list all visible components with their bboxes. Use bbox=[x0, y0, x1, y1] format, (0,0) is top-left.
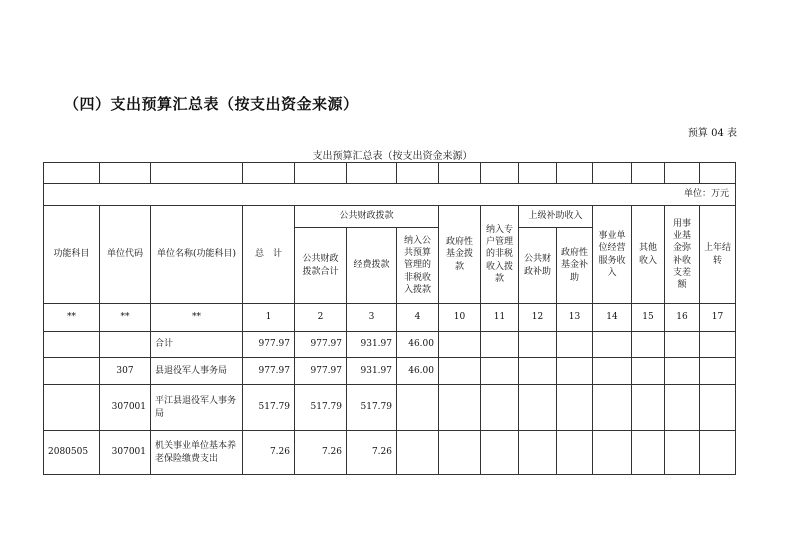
index-cell: 3 bbox=[347, 304, 397, 332]
header-other-income: 其他收入 bbox=[632, 206, 665, 304]
table-row bbox=[44, 358, 736, 385]
cell-funding: 517.79 bbox=[347, 385, 397, 431]
page-heading: （四）支出预算汇总表（按支出资金来源） bbox=[64, 95, 359, 113]
cell-code: 307001 bbox=[100, 431, 151, 475]
index-cell: 13 bbox=[557, 304, 593, 332]
cell-name: 机关事业单位基本养老保险缴费支出 bbox=[151, 431, 243, 475]
cell-pf-total: 977.97 bbox=[295, 332, 347, 358]
cell-code: 307001 bbox=[100, 385, 151, 431]
cell-func bbox=[44, 385, 100, 431]
cell-func bbox=[44, 332, 100, 358]
index-cell: 2 bbox=[295, 304, 347, 332]
cell-pf-total: 7.26 bbox=[295, 431, 347, 475]
cell-pf-total: 977.97 bbox=[295, 358, 347, 385]
cell-name: 平江县退役军人事务局 bbox=[151, 385, 243, 431]
index-cell: 12 bbox=[519, 304, 557, 332]
cell-nontax bbox=[397, 385, 439, 431]
index-cell: 14 bbox=[593, 304, 632, 332]
header-func-subject: 功能科目 bbox=[44, 206, 100, 304]
header-nontax-special: 纳入专户管理的非税收入拨款 bbox=[481, 206, 519, 304]
header-carryover: 上年结转 bbox=[700, 206, 736, 304]
blank-row bbox=[44, 163, 736, 184]
cell-name: 县退役军人事务局 bbox=[151, 358, 243, 385]
cell-total: 517.79 bbox=[243, 385, 295, 431]
header-funding: 经费拨款 bbox=[347, 228, 397, 304]
index-cell: 4 bbox=[397, 304, 439, 332]
cell-name: 合计 bbox=[151, 332, 243, 358]
index-cell: 16 bbox=[665, 304, 700, 332]
header-unit-code: 单位代码 bbox=[100, 206, 151, 304]
index-cell: ** bbox=[44, 304, 100, 332]
cell-func bbox=[44, 358, 100, 385]
cell-code bbox=[100, 332, 151, 358]
header-public-fiscal-subsidy: 公共财政补助 bbox=[519, 228, 557, 304]
cell-funding: 931.97 bbox=[347, 332, 397, 358]
cell-func: 2080505 bbox=[44, 431, 100, 475]
index-cell: ** bbox=[151, 304, 243, 332]
cell-nontax bbox=[397, 431, 439, 475]
table-row bbox=[44, 385, 736, 431]
cell-funding: 7.26 bbox=[347, 431, 397, 475]
cell-nontax: 46.00 bbox=[397, 358, 439, 385]
header-nontax-budget: 纳入公共预算管理的非税收入拨款 bbox=[397, 228, 439, 304]
header-fund-gap: 用事业基金弥补收支差额 bbox=[665, 206, 700, 304]
cell-pf-total: 517.79 bbox=[295, 385, 347, 431]
header-public-fiscal: 公共财政拨款 bbox=[295, 206, 439, 228]
index-cell: 11 bbox=[481, 304, 519, 332]
cell-code: 307 bbox=[100, 358, 151, 385]
header-business-income: 事业单位经营服务收入 bbox=[593, 206, 632, 304]
index-row bbox=[44, 304, 736, 332]
index-cell: ** bbox=[100, 304, 151, 332]
header-public-fiscal-total: 公共财政拨款合计 bbox=[295, 228, 347, 304]
cell-total: 977.97 bbox=[243, 332, 295, 358]
index-cell: 15 bbox=[632, 304, 665, 332]
budget-table bbox=[43, 162, 736, 475]
header-gov-fund: 政府性基金拨款 bbox=[439, 206, 481, 304]
cell-total: 977.97 bbox=[243, 358, 295, 385]
header-superior-subsidy: 上级补助收入 bbox=[519, 206, 593, 228]
table-caption: 支出预算汇总表（按支出资金来源） bbox=[312, 151, 473, 162]
table-row bbox=[44, 332, 736, 358]
index-cell: 10 bbox=[439, 304, 481, 332]
header-total: 总 计 bbox=[243, 206, 295, 304]
cell-total: 7.26 bbox=[243, 431, 295, 475]
header-gov-fund-subsidy: 政府性基金补助 bbox=[557, 228, 593, 304]
index-cell: 1 bbox=[243, 304, 295, 332]
cell-nontax: 46.00 bbox=[397, 332, 439, 358]
header-row-1 bbox=[44, 206, 736, 228]
unit-label: 单位：万元 bbox=[44, 184, 736, 206]
index-cell: 17 bbox=[700, 304, 736, 332]
unit-row bbox=[44, 184, 736, 206]
cell-funding: 931.97 bbox=[347, 358, 397, 385]
table-row bbox=[44, 431, 736, 475]
form-code: 预算 04 表 bbox=[687, 128, 737, 139]
header-unit-name: 单位名称(功能科目) bbox=[151, 206, 243, 304]
